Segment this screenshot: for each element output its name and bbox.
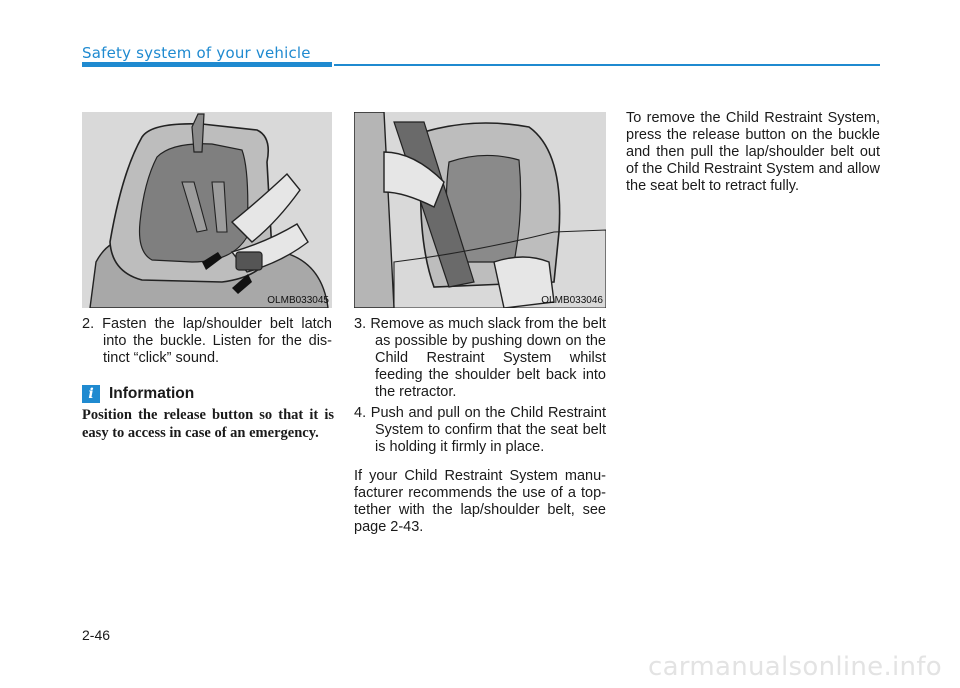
child-seat-buckle-illustration: [82, 112, 332, 308]
step-4: 4. Push and pull on the Child Restraint System to confirm that the seat belt is holding it firmly in place.: [354, 405, 606, 455]
column-left: [82, 316, 332, 371]
step-3: 3. Remove as much slack from the belt as possible by pushing down on the Child Restraint System whilst feeding the shoulder belt back into the retractor.: [354, 316, 606, 400]
page-number: 2-46: [82, 627, 111, 643]
watermark: carmanualsonline.info: [647, 652, 942, 682]
information-body: Position the release button so that it is easy to access in case of an emergency.: [82, 407, 334, 441]
figure-code: OLMB033045: [267, 295, 329, 306]
information-label: Information: [109, 385, 195, 402]
remove-paragraph: To remove the Child Restraint System, press the release button on the buckle and then pull the lap/shoulder belt out of the Child Restraint System and allow the seat belt to retract fully.: [626, 110, 880, 194]
header-title: Safety system of your vehicle: [82, 44, 311, 62]
figure-buckle-latch: [82, 112, 332, 308]
top-tether-paragraph: If your Child Restraint System manu-facturer recommends the use of a top-tether with the lap/shoulder belt, see page 2-43.: [354, 468, 606, 535]
figure-remove-slack: [354, 112, 606, 308]
remove-slack-illustration: [354, 112, 606, 308]
column-right: [626, 110, 880, 195]
info-icon: i: [82, 385, 100, 403]
header-rule-left: [82, 62, 332, 67]
figure-code: OLMB033046: [541, 295, 603, 306]
step-2: 2. Fasten the lap/shoulder belt latch into the buckle. Listen for the dis-tinct “click” sound.: [82, 316, 332, 366]
column-middle: [354, 316, 606, 536]
information-heading: [82, 384, 194, 404]
header-rule-right: [334, 64, 880, 66]
